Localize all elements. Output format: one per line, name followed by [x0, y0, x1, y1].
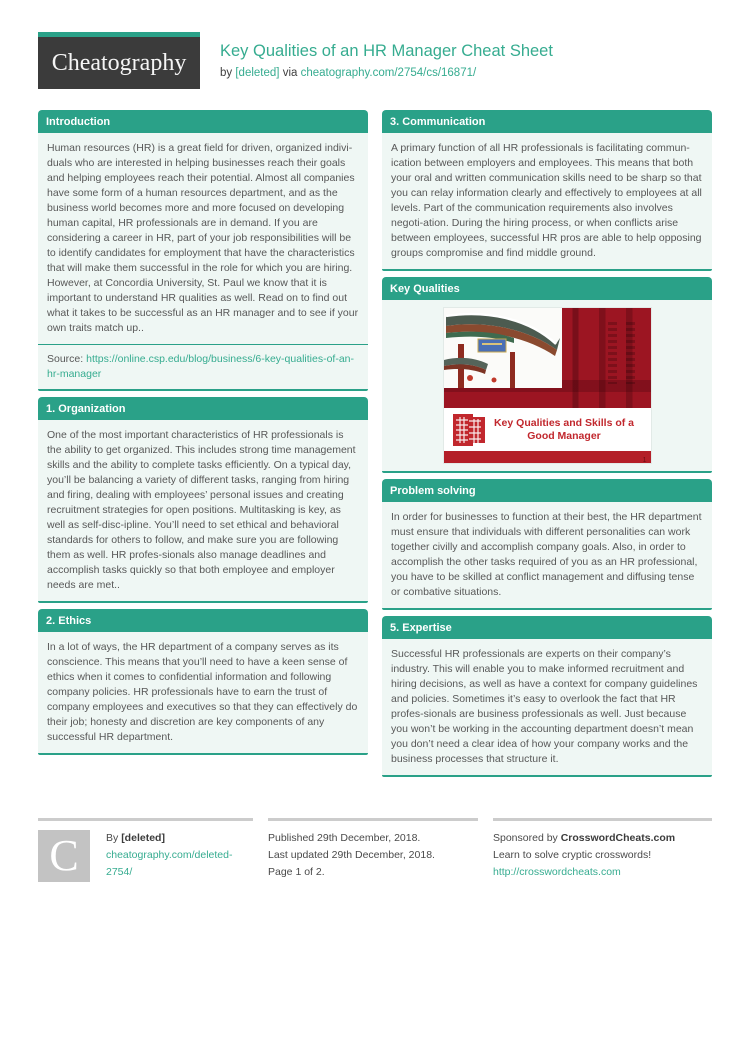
last-updated-date: Last updated 29th December, 2018.	[268, 849, 435, 861]
section-ethics-text: In a lot of ways, the HR department of a company serves as its conscience. This means that you’ll need to have a keen sense of ethics when it comes to confidential information and following company policies. HR professionals have to earn the trust of company employees and executives so that they can effectively do their job; honesty and discretion are key components of any successful HR department.	[47, 641, 358, 743]
section-key-qualities-body	[382, 300, 712, 473]
byline-by-label: by	[220, 67, 233, 79]
section-organization-body	[38, 420, 368, 603]
section-communication-text: A primary function of all HR professionals is facilitating commun-ication between employers and employees. This means that both your oral and written communication skills need to be sharp so that you can relay information clearly and effectively to employees at all levels. Part of the communication requirements also involves negoti-ation. During the hiring process, or when conflicts arise between employees, successful HR pros are able to help opposing groups compromise and find middle ground.	[391, 142, 702, 259]
section-organization-text: One of the most important characteristics of HR professionals is the ability to get organized. This includes strong time management skills and the ability to complete tasks efficiently. On a typical day, you’ll be balancing a variety of different tasks, ranging from hiring and firing, dealing with employees’ personal issues and creating recruitment strategies for open positions. Multitasking is key, as well as self-disc-ipline. You’ll need to set ethical and behavioral standards for others to follow, and make sure you are following them as well. HR profes-sionals also manage deadlines and accomplish tasks quickly so that both employee and employer needs are met..	[47, 429, 356, 591]
byline-via-label: via	[282, 67, 298, 79]
section-ethics	[38, 609, 368, 755]
slide-caption: Key Qualities and Skills of a Good Manager	[493, 416, 635, 442]
temple-photo	[444, 308, 562, 388]
page-header	[38, 32, 712, 89]
footer-meta-column	[268, 818, 478, 882]
section-introduction-text: Human resources (HR) is a great field for driven, organized indivi-duals who are interested in helping businesses reach their goals and helping employees reach their potential. Almost all companies have some form of a human resources department, and as the business world becomes more and more focused on developing human capital, HR professionals are in demand. If you are considering a career in HR, part of your job responsibilities will be to identify candidates for employment that have the characteristics that will make them successful in the role for which you are hiring. However, at Concordia University, St. Paul we know that it is important to understand HR qualities as well. Read on to find out what it takes to be successful as an HR manager and to see if your own traits match up..	[47, 142, 359, 334]
footer-author-name: [deleted]	[121, 832, 165, 844]
slide-image-wrap	[382, 300, 712, 471]
avatar-letter: C	[49, 831, 79, 880]
section-ethics-body	[38, 632, 368, 755]
section-organization	[38, 397, 368, 603]
section-communication-title: 3. Communication	[382, 110, 712, 133]
section-expertise-body	[382, 639, 712, 777]
section-problem-solving-body	[382, 502, 712, 610]
section-communication	[382, 110, 712, 271]
sponsor-label: Sponsored by	[493, 832, 558, 844]
section-key-qualities-title: Key Qualities	[382, 277, 712, 300]
chinese-seal-icon	[452, 413, 486, 447]
slide-page-number: 1	[642, 457, 647, 464]
section-introduction-source	[38, 344, 368, 389]
section-introduction-title: Introduction	[38, 110, 368, 133]
section-ethics-title: 2. Ethics	[38, 609, 368, 632]
sponsor-name: CrosswordCheats.com	[560, 832, 676, 844]
source-label: Source:	[47, 353, 84, 365]
title-block	[220, 32, 553, 79]
section-key-qualities	[382, 277, 712, 473]
cheatography-logo[interactable]	[38, 32, 200, 89]
sponsor-link[interactable]: http://crosswordcheats.com	[493, 866, 621, 878]
footer-profile-link[interactable]: cheatography.com/deleted-2754/	[106, 849, 233, 878]
sponsor-line	[493, 830, 712, 847]
page-title: Key Qualities of an HR Manager Cheat Sheet	[220, 42, 553, 60]
left-column	[38, 110, 368, 783]
footer-author-text	[106, 830, 253, 882]
sheet-url-link[interactable]: cheatography.com/2754/cs/16871/	[300, 67, 477, 79]
slide-calligraphy-column	[608, 322, 617, 384]
section-communication-body	[382, 133, 712, 271]
section-organization-title: 1. Organization	[38, 397, 368, 420]
published-date: Published 29th December, 2018.	[268, 832, 421, 844]
section-problem-solving	[382, 479, 712, 610]
slide-footer-bar	[444, 451, 651, 463]
manager-slide-image	[444, 308, 651, 463]
slide-caption-band	[444, 408, 651, 451]
right-column	[382, 110, 712, 783]
content-columns	[38, 110, 712, 783]
slide-red-banner	[444, 308, 651, 408]
footer-sponsor-column	[493, 818, 712, 882]
section-problem-solving-title: Problem solving	[382, 479, 712, 502]
page-info: Page 1 of 2.	[268, 866, 325, 878]
sponsor-tagline: Learn to solve cryptic crosswords!	[493, 849, 652, 861]
section-problem-solving-text: In order for businesses to function at their best, the HR department must ensure that individuals with different personalities can work together civilly and accomplish company goals. Also, in order to accomplish the other tasks required of you as an HR professional, you have to be skilled at conflict management and diffusing tense or combative situations.	[391, 511, 702, 598]
author-link[interactable]: [deleted]	[235, 67, 280, 79]
author-avatar[interactable]	[38, 830, 90, 882]
section-introduction	[38, 110, 368, 391]
slide-calligraphy-column	[626, 322, 635, 384]
footer-by-label: By	[106, 832, 119, 844]
page-footer	[38, 818, 712, 882]
byline	[220, 67, 553, 79]
section-expertise	[382, 616, 712, 777]
section-expertise-title: 5. Expertise	[382, 616, 712, 639]
section-expertise-text: Successful HR professionals are experts on their company’s industry. This will enable you to make informed recruitment and hiring decisions, as well as have a context for company guidelines and policies. Sometimes it’s easy to overlook the fact that HR profes-sionals are business professionals as well. Just because you won’t be working in the accounting department doesn’t mean you don’t need a clear idea of how your company works and the business processes that structure it.	[391, 648, 698, 765]
footer-author-column	[38, 818, 253, 882]
section-introduction-body	[38, 133, 368, 391]
source-link[interactable]: https://online.csp.edu/blog/business/6-key-qualities-of-an-hr-manager	[47, 353, 355, 380]
cheatography-logo-text: Cheatography	[51, 49, 187, 76]
